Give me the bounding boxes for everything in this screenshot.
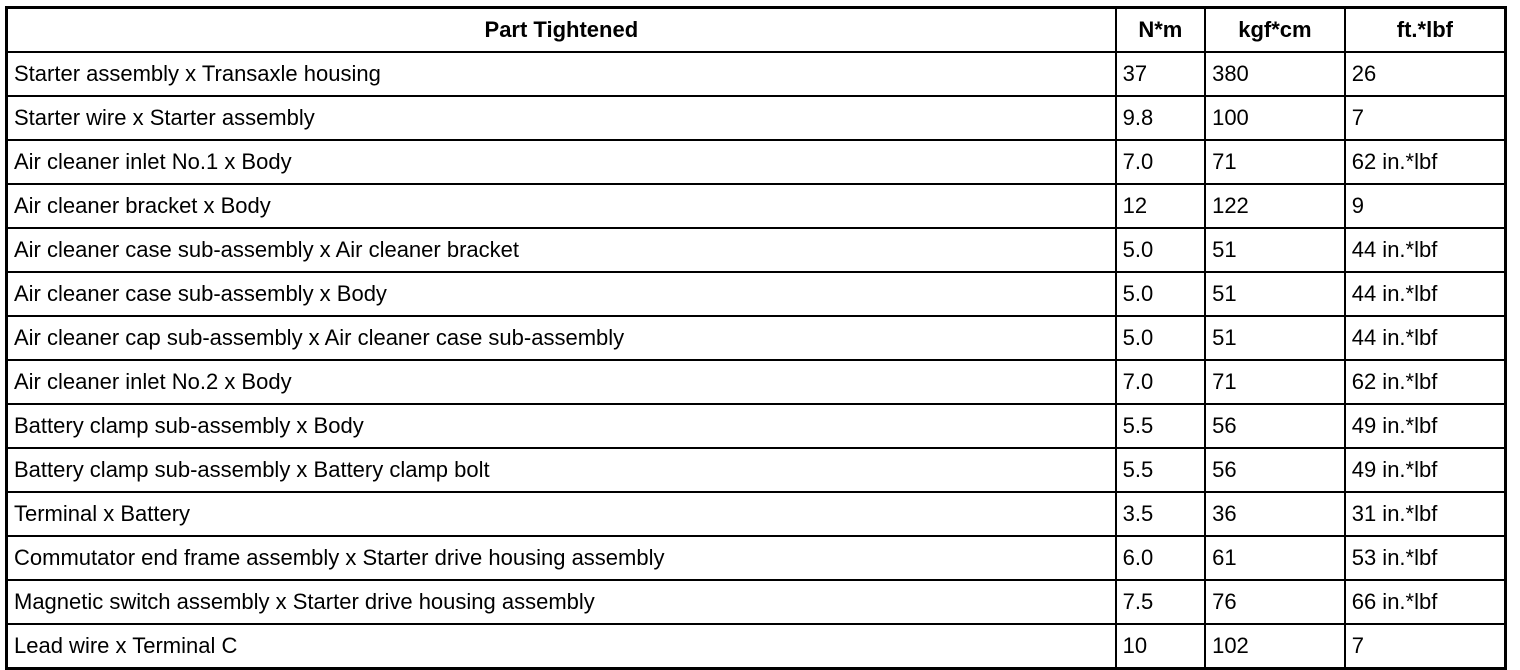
cell-ftlbf: 62 in.*lbf: [1345, 140, 1506, 184]
cell-nm: 3.5: [1116, 492, 1205, 536]
cell-ftlbf: 66 in.*lbf: [1345, 580, 1506, 624]
cell-kgf: 122: [1205, 184, 1345, 228]
header-part-tightened: Part Tightened: [7, 8, 1116, 53]
cell-ftlbf: 44 in.*lbf: [1345, 228, 1506, 272]
table-row: [7, 360, 1506, 404]
cell-ftlbf: 7: [1345, 96, 1506, 140]
cell-kgf: 102: [1205, 624, 1345, 669]
cell-nm: 5.0: [1116, 316, 1205, 360]
table-row: [7, 536, 1506, 580]
header-row: [7, 8, 1506, 53]
cell-part: Starter assembly x Transaxle housing: [7, 52, 1116, 96]
cell-ftlbf: 44 in.*lbf: [1345, 272, 1506, 316]
table-body: [7, 52, 1506, 669]
cell-kgf: 51: [1205, 272, 1345, 316]
cell-ftlbf: 31 in.*lbf: [1345, 492, 1506, 536]
cell-part: Terminal x Battery: [7, 492, 1116, 536]
cell-nm: 5.5: [1116, 448, 1205, 492]
cell-nm: 5.5: [1116, 404, 1205, 448]
cell-kgf: 56: [1205, 404, 1345, 448]
cell-part: Air cleaner inlet No.2 x Body: [7, 360, 1116, 404]
cell-nm: 12: [1116, 184, 1205, 228]
table-row: [7, 404, 1506, 448]
cell-ftlbf: 49 in.*lbf: [1345, 404, 1506, 448]
table-row: [7, 316, 1506, 360]
cell-part: Battery clamp sub-assembly x Body: [7, 404, 1116, 448]
cell-kgf: 51: [1205, 228, 1345, 272]
cell-kgf: 76: [1205, 580, 1345, 624]
cell-kgf: 71: [1205, 360, 1345, 404]
cell-kgf: 36: [1205, 492, 1345, 536]
cell-ftlbf: 62 in.*lbf: [1345, 360, 1506, 404]
table-row: [7, 96, 1506, 140]
table-header: [7, 8, 1506, 53]
cell-kgf: 51: [1205, 316, 1345, 360]
cell-nm: 5.0: [1116, 228, 1205, 272]
cell-ftlbf: 44 in.*lbf: [1345, 316, 1506, 360]
cell-part: Air cleaner bracket x Body: [7, 184, 1116, 228]
cell-part: Starter wire x Starter assembly: [7, 96, 1116, 140]
cell-nm: 5.0: [1116, 272, 1205, 316]
cell-kgf: 56: [1205, 448, 1345, 492]
cell-kgf: 71: [1205, 140, 1345, 184]
table-row: [7, 52, 1506, 96]
cell-kgf: 61: [1205, 536, 1345, 580]
torque-specification-table: [5, 6, 1507, 670]
cell-ftlbf: 53 in.*lbf: [1345, 536, 1506, 580]
cell-part: Battery clamp sub-assembly x Battery clamp bolt: [7, 448, 1116, 492]
cell-kgf: 100: [1205, 96, 1345, 140]
cell-part: Commutator end frame assembly x Starter drive housing assembly: [7, 536, 1116, 580]
header-newton-meter: N*m: [1116, 8, 1205, 53]
cell-nm: 9.8: [1116, 96, 1205, 140]
cell-part: Air cleaner cap sub-assembly x Air cleaner case sub-assembly: [7, 316, 1116, 360]
cell-ftlbf: 7: [1345, 624, 1506, 669]
cell-part: Magnetic switch assembly x Starter drive housing assembly: [7, 580, 1116, 624]
cell-nm: 6.0: [1116, 536, 1205, 580]
cell-nm: 7.5: [1116, 580, 1205, 624]
cell-part: Lead wire x Terminal C: [7, 624, 1116, 669]
cell-ftlbf: 9: [1345, 184, 1506, 228]
table-row: [7, 272, 1506, 316]
table-row: [7, 492, 1506, 536]
table-row: [7, 228, 1506, 272]
cell-ftlbf: 49 in.*lbf: [1345, 448, 1506, 492]
table-row: [7, 140, 1506, 184]
table-row: [7, 448, 1506, 492]
cell-part: Air cleaner case sub-assembly x Air cleaner bracket: [7, 228, 1116, 272]
header-ft-lbf: ft.*lbf: [1345, 8, 1506, 53]
cell-nm: 7.0: [1116, 140, 1205, 184]
cell-nm: 10: [1116, 624, 1205, 669]
cell-part: Air cleaner case sub-assembly x Body: [7, 272, 1116, 316]
table-row: [7, 184, 1506, 228]
cell-part: Air cleaner inlet No.1 x Body: [7, 140, 1116, 184]
cell-nm: 7.0: [1116, 360, 1205, 404]
table-row: [7, 580, 1506, 624]
cell-nm: 37: [1116, 52, 1205, 96]
cell-kgf: 380: [1205, 52, 1345, 96]
table-row: [7, 624, 1506, 669]
cell-ftlbf: 26: [1345, 52, 1506, 96]
header-kgf-cm: kgf*cm: [1205, 8, 1345, 53]
